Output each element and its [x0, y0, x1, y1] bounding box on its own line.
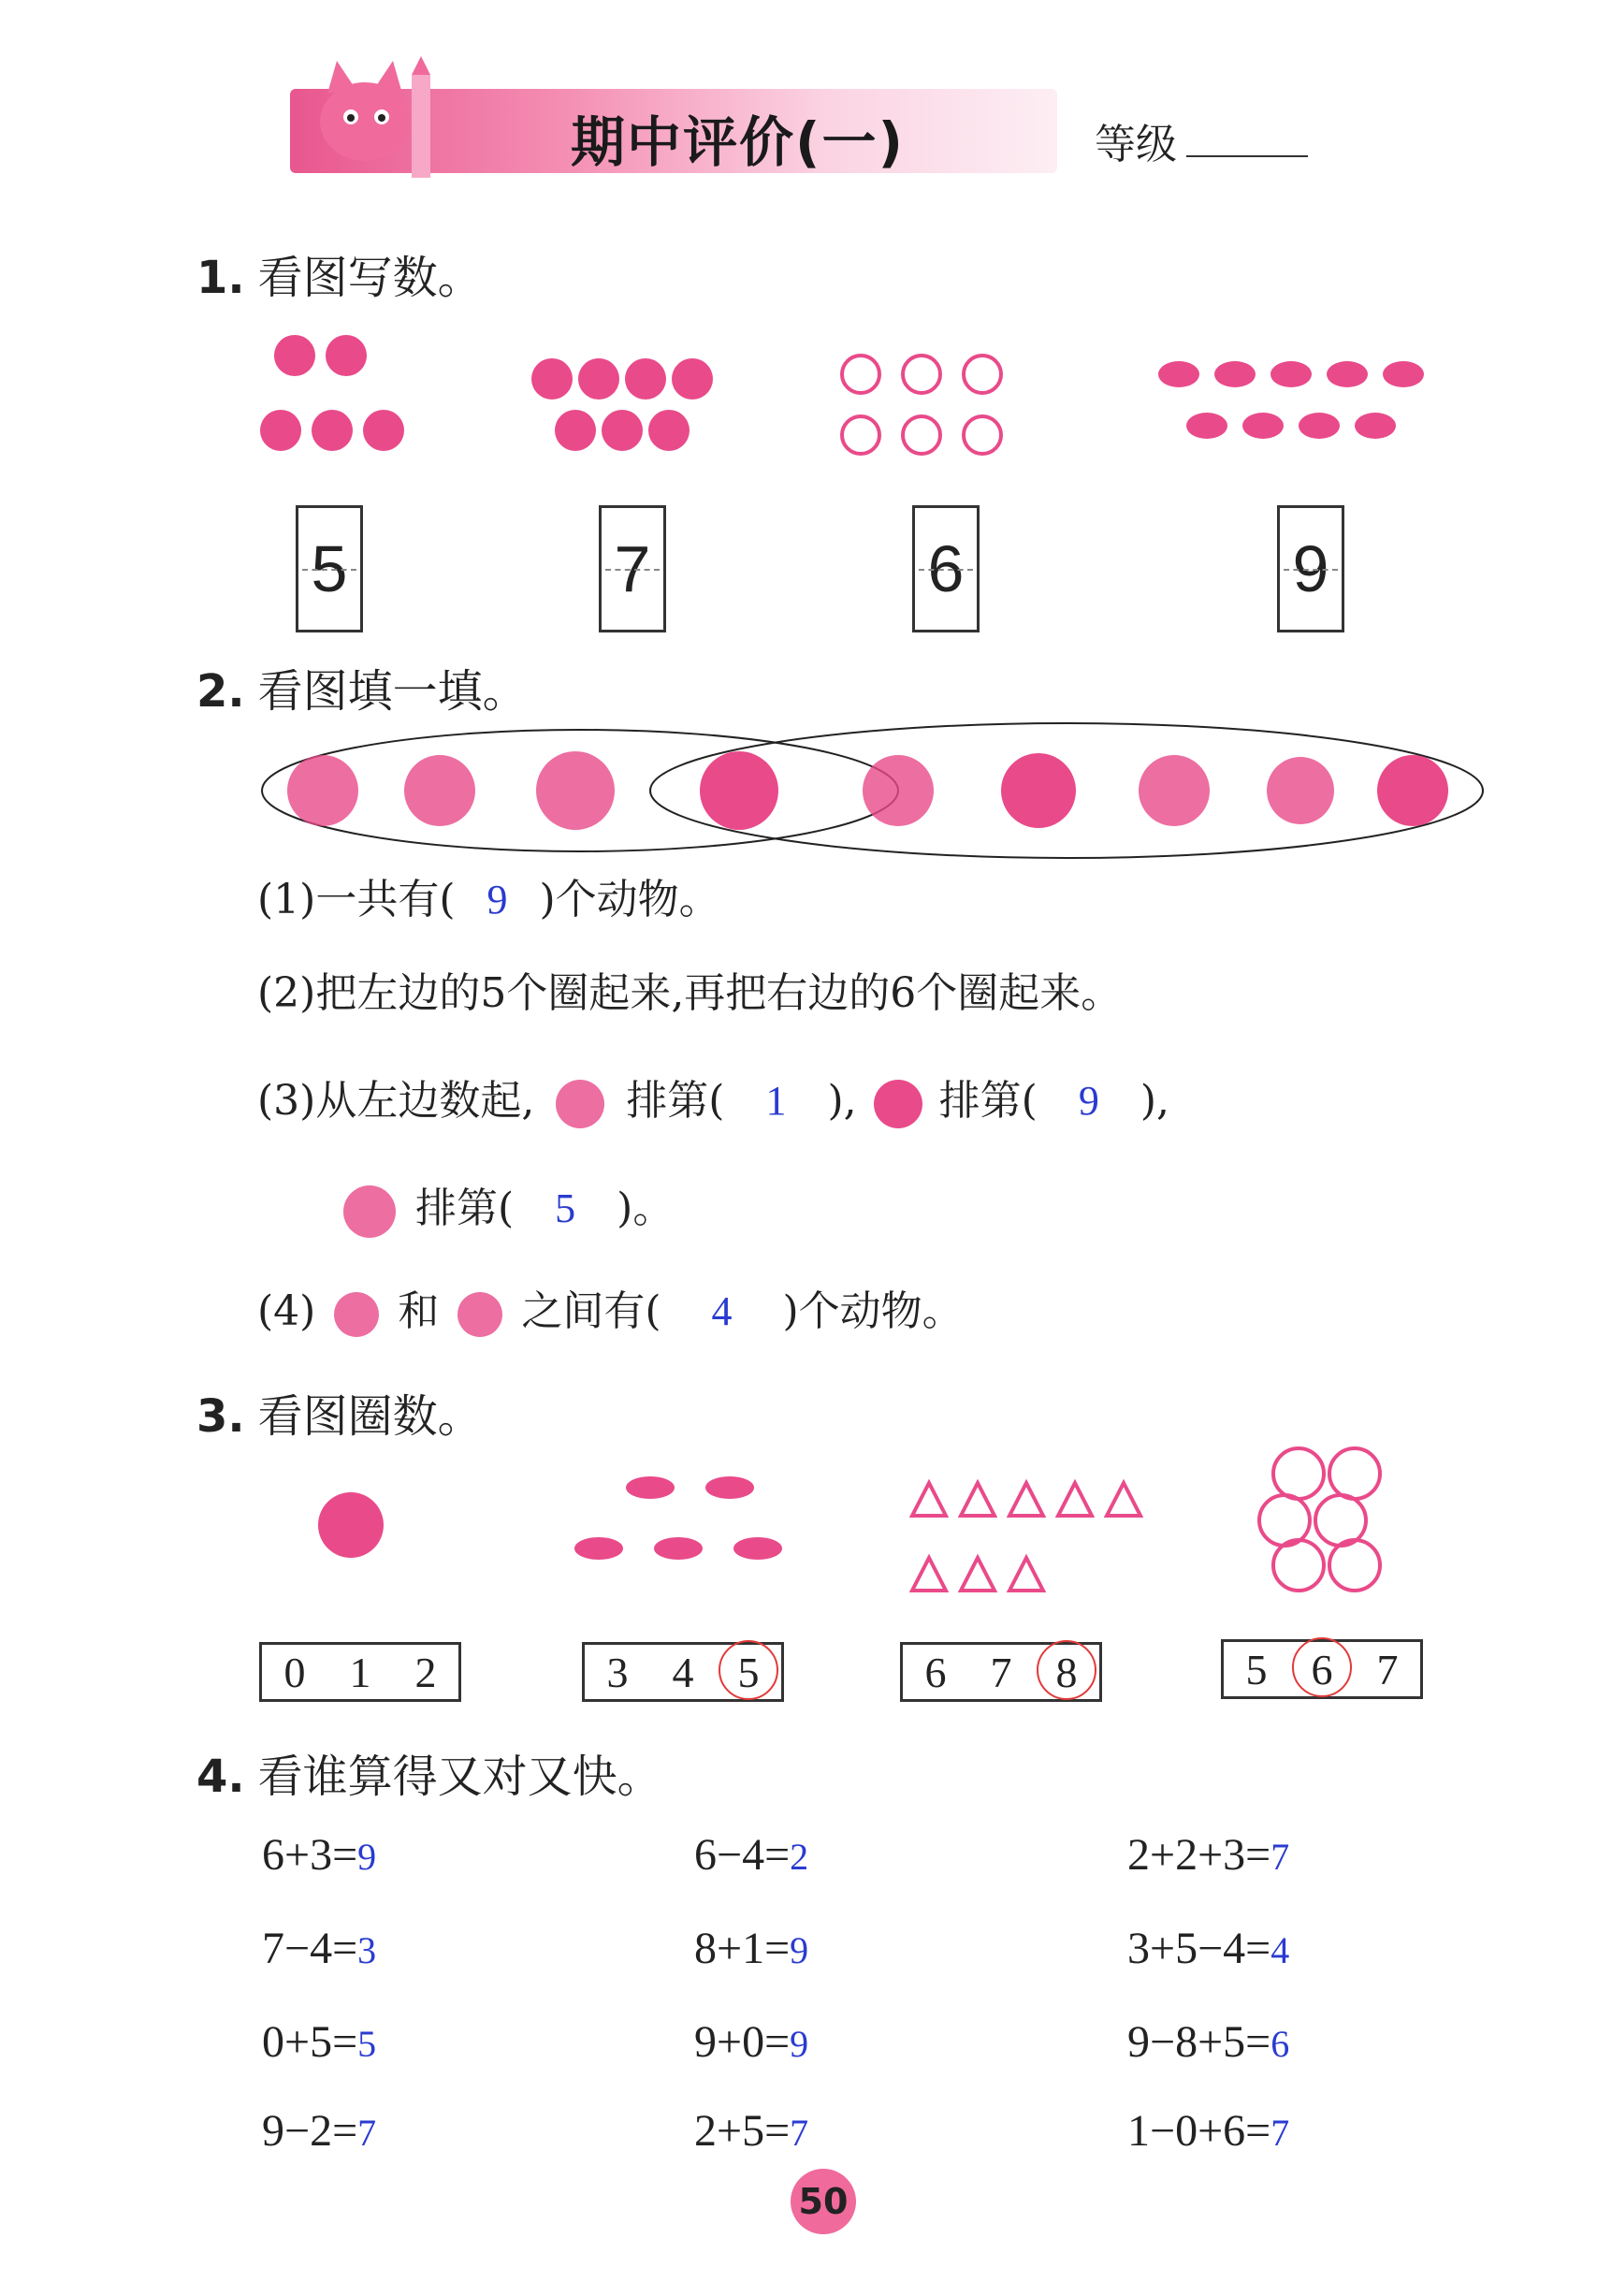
- goose-icon: [1267, 757, 1334, 824]
- triangle-icon: [912, 1483, 1140, 1591]
- equation: 1−0+6=7: [1127, 2106, 1290, 2156]
- monkey-girl-icon: [863, 755, 934, 826]
- panda-icon: [870, 1076, 926, 1132]
- number-option[interactable]: 5: [1245, 1645, 1268, 1693]
- answer[interactable]: 4: [1270, 1929, 1290, 1971]
- q2-line-5: (4) 和 之间有( 4 )个动物。: [257, 1277, 964, 1343]
- answer[interactable]: 7: [357, 2112, 377, 2154]
- number-choice-group: [259, 1642, 461, 1702]
- rabbit-icon: [1139, 755, 1210, 826]
- rabbit-icon: [452, 1286, 508, 1343]
- grade-blank[interactable]: [1186, 155, 1308, 157]
- equation: 3+5−4=4: [1127, 1924, 1290, 1973]
- question-3-title: 3. 看图圈数。: [196, 1390, 483, 1443]
- answer[interactable]: 3: [357, 1929, 377, 1971]
- panda-icon: [1377, 755, 1448, 826]
- answer-box[interactable]: 6: [912, 505, 980, 632]
- answer-box[interactable]: 7: [599, 505, 666, 632]
- q2-line-4: 排第( 5 )。: [337, 1174, 674, 1244]
- answer-box[interactable]: 9: [1277, 505, 1344, 632]
- number-choice-group: [900, 1642, 1102, 1702]
- equation: 9−2=7: [262, 2106, 377, 2156]
- number-choice-group: [582, 1642, 784, 1702]
- number-option[interactable]: 1: [349, 1648, 371, 1696]
- circle-icon: [1259, 1448, 1380, 1591]
- question-1-title: 1. 看图写数。: [196, 252, 483, 304]
- radish-icon: [531, 358, 713, 451]
- q2-line-1: (1)一共有( 9 )个动物。: [257, 876, 720, 923]
- answer[interactable]: 5: [357, 2023, 377, 2065]
- q1-pictures: [253, 327, 1469, 487]
- mushroom-icon: [1158, 361, 1424, 439]
- equation: 6+3=9: [262, 1830, 377, 1880]
- answer[interactable]: 7: [790, 2112, 809, 2154]
- number-option[interactable]: 3: [606, 1648, 629, 1696]
- answer[interactable]: 2: [790, 1836, 809, 1878]
- panda-icon: [260, 335, 404, 451]
- frog-icon: [287, 755, 358, 826]
- equation: 0+5=5: [262, 2017, 377, 2067]
- page-title: 期中评价(一): [571, 110, 906, 174]
- answer[interactable]: 4: [711, 1288, 733, 1334]
- number-option[interactable]: 5: [722, 1648, 775, 1697]
- number-option[interactable]: 4: [672, 1648, 694, 1696]
- answer[interactable]: 9: [790, 1929, 809, 1971]
- monkey-girl-icon: [337, 1179, 402, 1244]
- answer[interactable]: 7: [1270, 1836, 1290, 1878]
- apple-icon: [318, 1492, 384, 1558]
- equation: 7−4=3: [262, 1924, 377, 1973]
- number-option[interactable]: 0: [283, 1648, 306, 1696]
- answer[interactable]: 5: [555, 1185, 576, 1231]
- answer[interactable]: 6: [1270, 2023, 1290, 2065]
- answer[interactable]: 7: [1270, 2112, 1290, 2154]
- answer[interactable]: 9: [790, 2023, 809, 2065]
- rooster-icon: [328, 1286, 385, 1343]
- number-option[interactable]: 7: [990, 1648, 1012, 1696]
- answer[interactable]: 9: [357, 1836, 377, 1878]
- equation: 8+1=9: [694, 1924, 809, 1973]
- question-4-title: 4. 看谁算得又对又快。: [196, 1751, 662, 1803]
- number-option[interactable]: 6: [1296, 1645, 1348, 1694]
- flower-icon: [842, 356, 1001, 454]
- page-number: 50: [791, 2169, 856, 2234]
- cat-mascot-icon: [299, 56, 468, 187]
- q3-pictures: [309, 1446, 1431, 1605]
- animal-row: [243, 711, 1488, 870]
- bird-icon: [574, 1476, 782, 1560]
- equation: 9+0=9: [694, 2017, 809, 2067]
- number-option[interactable]: 2: [414, 1648, 437, 1696]
- grade-label: 等级: [1095, 121, 1177, 168]
- answer[interactable]: 1: [765, 1078, 787, 1124]
- equation: 6−4=2: [694, 1830, 809, 1880]
- answer-box[interactable]: 5: [296, 505, 363, 632]
- q2-line-2: (2)把左边的5个圈起来,再把右边的6个圈起来。: [257, 969, 1123, 1017]
- answer[interactable]: 9: [486, 877, 508, 923]
- question-2-title: 2. 看图填一填。: [196, 665, 528, 718]
- frog-icon: [547, 1076, 613, 1132]
- equation: 2+5=7: [694, 2106, 809, 2156]
- bear-icon: [1001, 753, 1076, 828]
- answer[interactable]: 9: [1078, 1078, 1099, 1124]
- equation: 2+2+3=7: [1127, 1830, 1290, 1880]
- lion-icon: [700, 751, 778, 830]
- q2-line-3: (3)从左边数起, 排第( 1 ), 排第( 9 ),: [257, 1067, 1169, 1132]
- number-option[interactable]: 8: [1040, 1648, 1093, 1697]
- number-choice-group: [1221, 1639, 1423, 1699]
- number-option[interactable]: 7: [1376, 1645, 1399, 1693]
- number-option[interactable]: 6: [924, 1648, 947, 1696]
- rooster-icon: [404, 755, 475, 826]
- sheep-icon: [536, 751, 615, 830]
- equation: 9−8+5=6: [1127, 2017, 1290, 2067]
